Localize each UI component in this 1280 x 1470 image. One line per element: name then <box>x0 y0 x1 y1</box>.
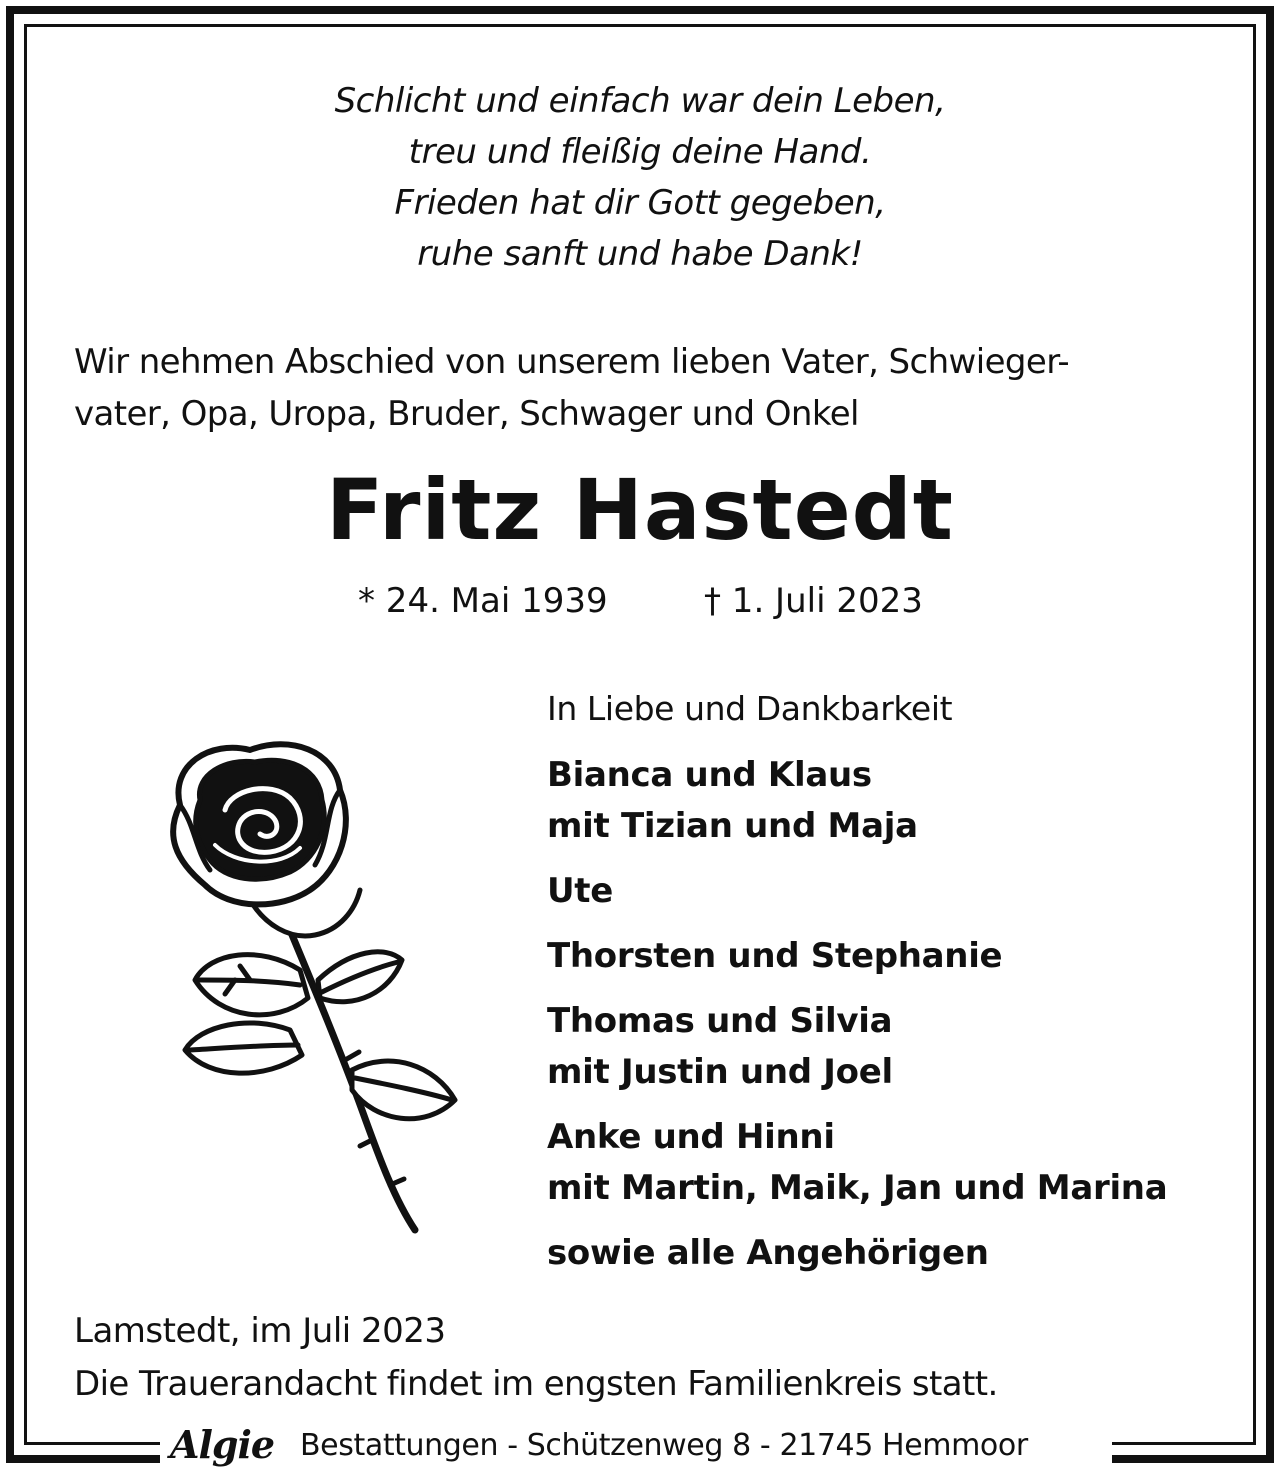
mourner-line: Bianca und Klaus <box>547 755 872 795</box>
mourners-heading: In Liebe und Dankbarkeit <box>547 689 953 728</box>
poem-line: treu und fleißig deine Hand. <box>408 132 872 172</box>
mourner-group <box>547 750 1247 852</box>
funeral-home-address: Bestattungen - Schützenweg 8 - 21745 Hemmoor <box>300 1428 1028 1463</box>
mourner-line: mit Tizian und Maja <box>547 806 918 846</box>
farewell-intro <box>74 336 1234 440</box>
poem-line: Frieden hat dir Gott gegeben, <box>394 183 886 223</box>
funeral-home-line <box>160 1420 1112 1469</box>
service-note: Die Trauerandacht findet im engsten Familienkreis statt. <box>74 1364 998 1404</box>
funeral-home-logo: Algie <box>170 1422 275 1467</box>
deceased-name: Fritz Hastedt <box>326 461 954 559</box>
mourner-line: Thomas und Silvia <box>547 1001 893 1041</box>
mourner-group <box>547 996 1247 1098</box>
rose-icon <box>140 730 470 1240</box>
other-relatives: sowie alle Angehörigen <box>547 1233 989 1273</box>
poem-line: ruhe sanft und habe Dank! <box>417 234 863 274</box>
intro-line: vater, Opa, Uropa, Bruder, Schwager und Onkel <box>74 394 859 434</box>
mourner-line: Ute <box>547 871 614 911</box>
poem <box>0 76 1280 280</box>
mourner-group <box>547 866 1247 917</box>
mourner-group <box>547 1112 1247 1214</box>
birth-date: * 24. Mai 1939 <box>358 581 608 621</box>
mourner-group <box>547 931 1247 982</box>
mourner-line: mit Justin und Joel <box>547 1052 893 1092</box>
place-date: Lamstedt, im Juli 2023 <box>74 1311 446 1351</box>
mourner-line: Thorsten und Stephanie <box>547 936 1003 976</box>
mourner-line: Anke und Hinni <box>547 1117 835 1157</box>
death-date: † 1. Juli 2023 <box>704 581 923 621</box>
poem-line: Schlicht und einfach war dein Leben, <box>334 81 946 121</box>
intro-line: Wir nehmen Abschied von unserem lieben Vater, Schwieger- <box>74 342 1070 382</box>
mourners <box>547 686 1247 1279</box>
mourner-line: mit Martin, Maik, Jan und Marina <box>547 1168 1168 1208</box>
